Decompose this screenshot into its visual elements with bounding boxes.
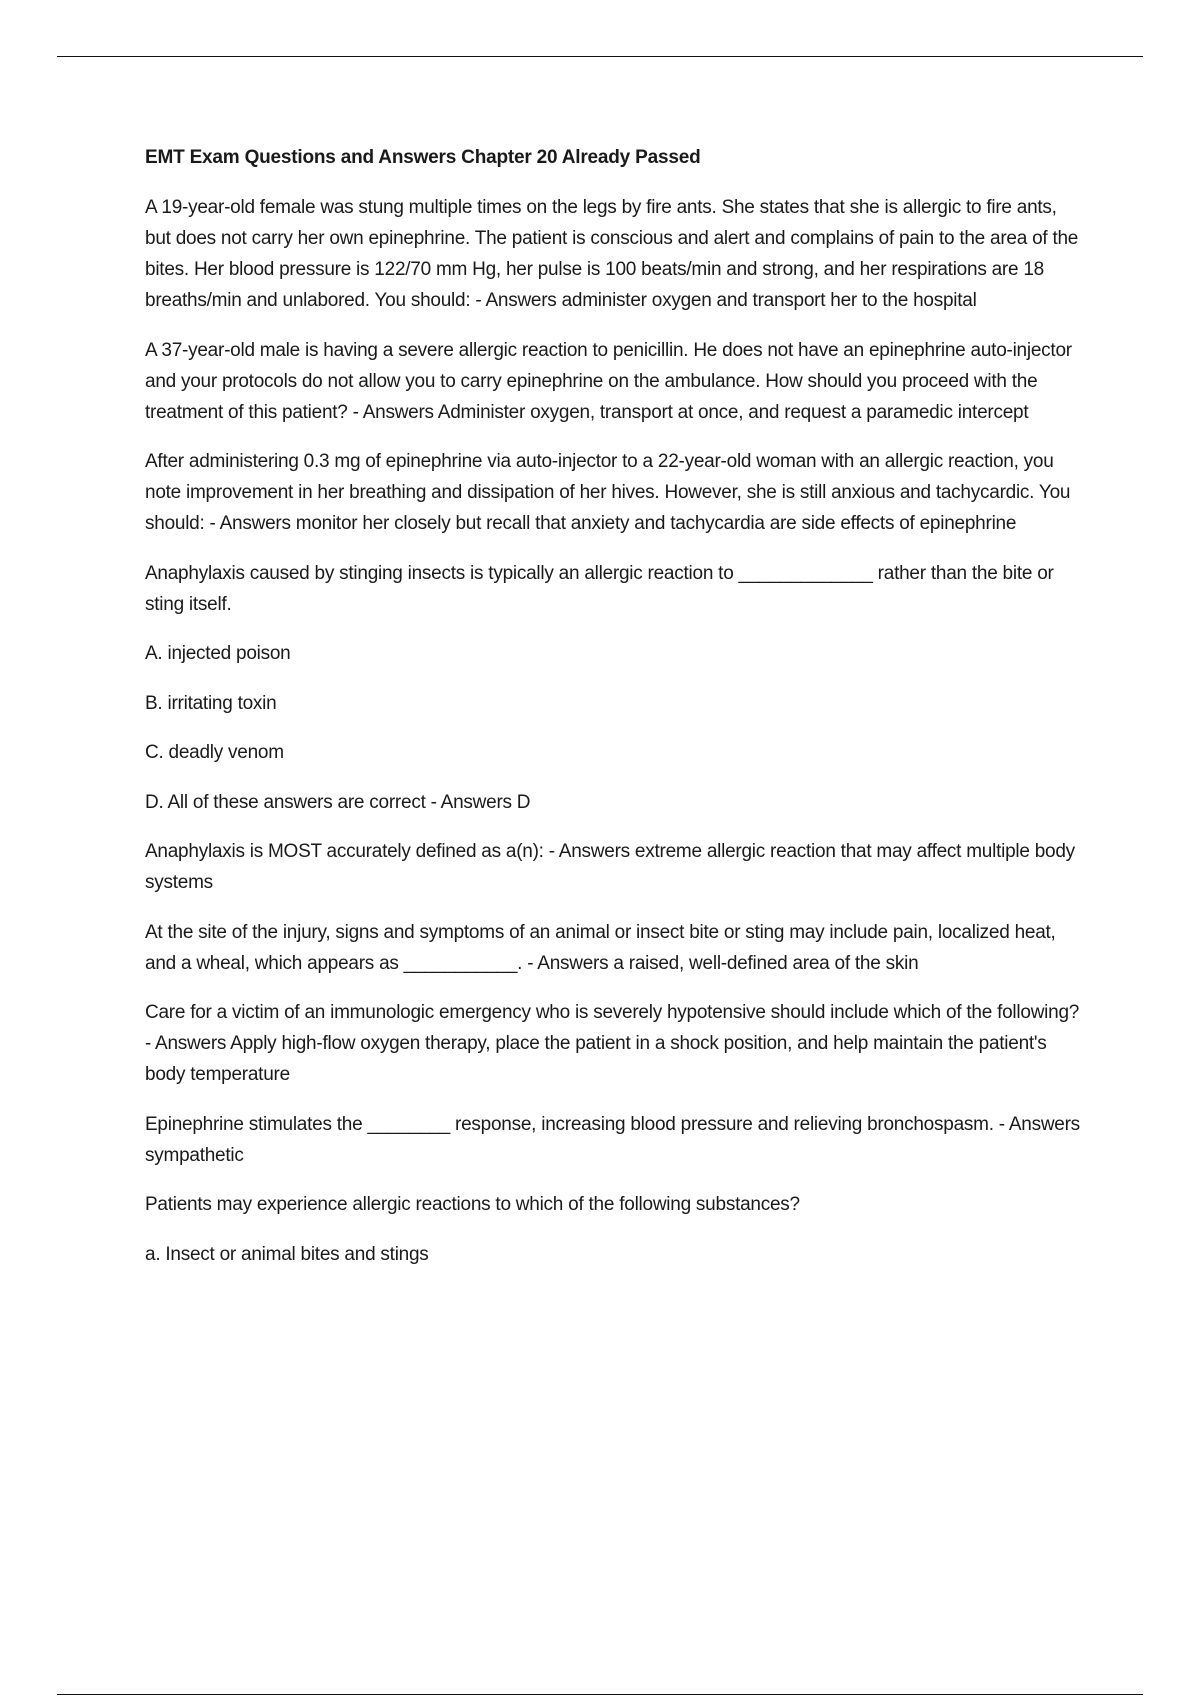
question-anaphylaxis-definition: Anaphylaxis is MOST accurately defined as a(n): - Answers extreme allergic reaction that may affect multiple body systems [145, 841, 1075, 893]
footer-rule [57, 1694, 1143, 1695]
question-penicillin: A 37-year-old male is having a severe allergic reaction to penicillin. He does not have an epinephrine auto-injector and your protocols do not allow you to carry epinephrine on the ambulance. How should you proceed with the treatment of this patient? - Answers Administer oxygen, transport at once, and request a paramedic intercept [145, 339, 1072, 423]
substance-option-a: a. Insect or animal bites and stings [145, 1243, 429, 1265]
header-rule [57, 56, 1143, 57]
question-fire-ants: A 19-year-old female was stung multiple times on the legs by fire ants. She states that she is allergic to fire ants, but does not carry her own epinephrine. The patient is conscious and alert and complains of pain to the area of the bites. Her blood pressure is 122/70 mm Hg, her pulse is 100 beats/min and strong, and her respirations are 18 breaths/min and unlabored. You should: - Answers administer oxygen and transport her to the hospital [145, 197, 1079, 311]
document-title: EMT Exam Questions and Answers Chapter 20 Already Passed [145, 147, 701, 168]
question-stinging-insects: Anaphylaxis caused by stinging insects is typically an allergic reaction to _____________ rather than the bite or sting itself. [145, 562, 1054, 615]
answer-option-b: B. irritating toxin [145, 692, 277, 714]
answer-option-c: C. deadly venom [145, 742, 284, 763]
question-sympathetic-response: Epinephrine stimulates the ________ response, increasing blood pressure and relieving bronchospasm. - Answers sympathetic [145, 1113, 1080, 1166]
question-epinephrine-side-effects: After administering 0.3 mg of epinephrine via auto-injector to a 22-year-old woman with an allergic reaction, you note improvement in her breathing and dissipation of her hives. However, she is still anxious and tachycardic. You should: - Answers monitor her closely but recall that anxiety and tachycardia are side effects of epinephrine [145, 451, 1071, 534]
question-hypotensive-care: Care for a victim of an immunologic emergency who is severely hypotensive should include which of the following? - Answers Apply high-flow oxygen therapy, place the patient in a shock position, and help maintain the patient's body temperature [145, 1002, 1080, 1085]
answer-option-a: A. injected poison [145, 643, 291, 664]
question-allergic-substances: Patients may experience allergic reactions to which of the following substances? [145, 1194, 800, 1215]
document-body [145, 144, 1085, 1288]
question-wheal: At the site of the injury, signs and symptoms of an animal or insect bite or sting may include pain, localized heat, and a wheal, which appears as ___________. - Answers a raised, well-defined area of the skin [145, 921, 1056, 974]
answer-option-d: D. All of these answers are correct - Answers D [145, 791, 531, 813]
